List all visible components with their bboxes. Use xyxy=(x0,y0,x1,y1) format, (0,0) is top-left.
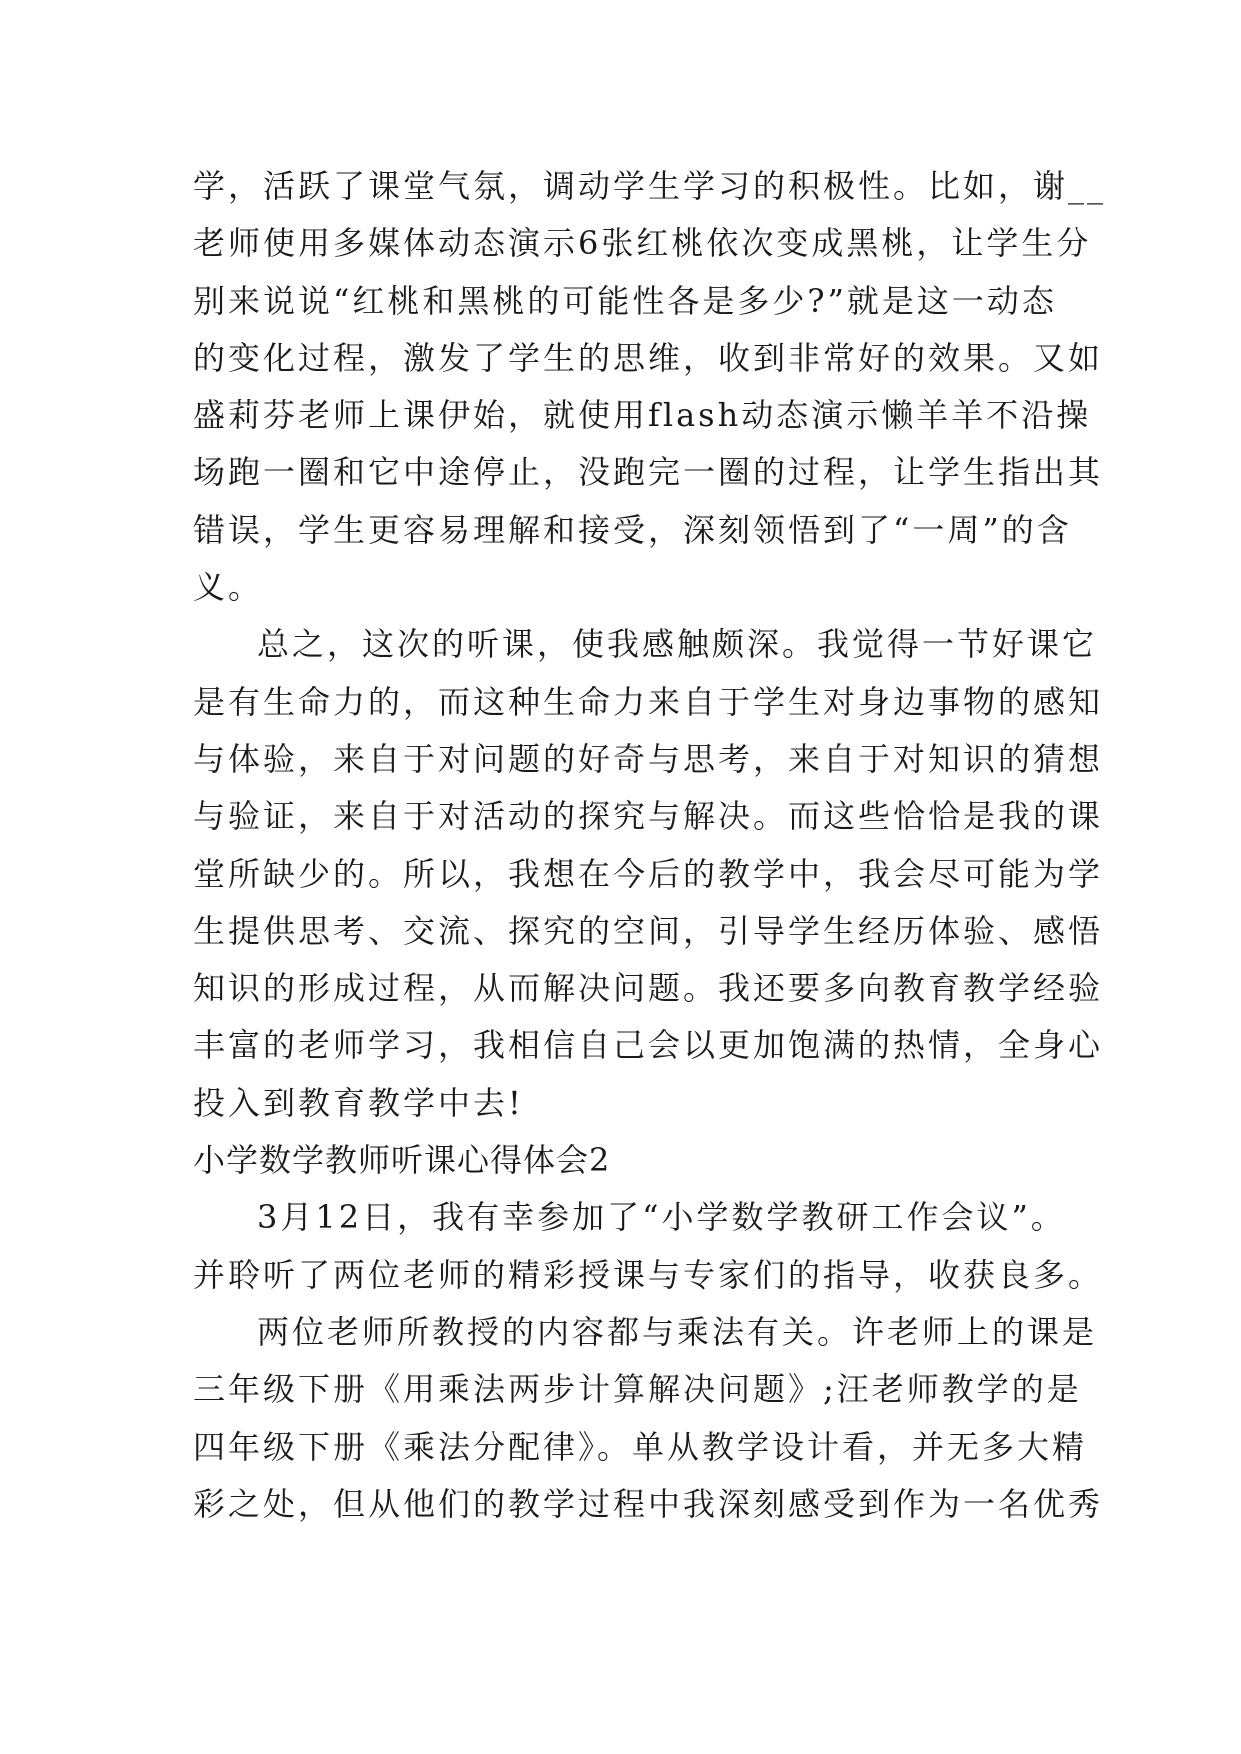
text-line: 是有生命力的，而这种生命力来自于学生对身边事物的感知 xyxy=(193,682,1104,721)
text-line: 堂所缺少的。所以，我想在今后的教学中，我会尽可能为学 xyxy=(193,854,1104,893)
document-body xyxy=(193,158,1107,1533)
paragraph-start-line: 3月12日，我有幸参加了“小学数学教研工作会议”。 xyxy=(257,1198,1066,1237)
text-line: 四年级下册《乘法分配律》。单从教学设计看，并无多大精 xyxy=(193,1427,1088,1466)
text-line: 错误，学生更容易理解和接受，深刻领悟到了“一周”的含 xyxy=(193,510,1072,549)
paragraph-start-line: 总之，这次的听课，使我感触颇深。我觉得一节好课它 xyxy=(257,625,1098,664)
text-line: 老师使用多媒体动态演示6张红桃依次变成黑桃，让学生分 xyxy=(193,224,1092,263)
text-line: 三年级下册《用乘法两步计算解决问题》;汪老师教学的是 xyxy=(193,1370,1082,1409)
paragraph-start-line: 两位老师所教授的内容都与乘法有关。许老师上的课是 xyxy=(257,1312,1098,1351)
text-line: 彩之处，但从他们的教学过程中我深刻感受到作为一名优秀 xyxy=(193,1484,1104,1523)
text-line: 盛莉芬老师上课伊始，就使用flash动态演示懒羊羊不沿操 xyxy=(193,396,1092,435)
text-line: 并聆听了两位老师的精彩授课与专家们的指导，收获良多。 xyxy=(193,1255,1104,1294)
text-line: 学，活跃了课堂气氛，调动学生学习的积极性。比如，谢__ xyxy=(193,167,1107,205)
text-line: 的变化过程，激发了学生的思维，收到非常好的效果。又如 xyxy=(193,338,1104,377)
text-line: 义。 xyxy=(193,568,264,607)
text-line: 投入到教育教学中去! xyxy=(193,1083,524,1122)
text-line: 生提供思考、交流、探究的空间，引导学生经历体验、感悟 xyxy=(193,911,1104,950)
text-line: 知识的形成过程，从而解决问题。我还要多向教育教学经验 xyxy=(193,969,1104,1008)
section-heading: 小学数学教师听课心得体会2 xyxy=(193,1141,611,1180)
text-line: 场跑一圈和它中途停止，没跑完一圈的过程，让学生指出其 xyxy=(193,453,1104,492)
text-line: 别来说说“红桃和黑桃的可能性各是多少?”就是这一动态 xyxy=(193,281,1057,320)
text-line: 与体验，来自于对问题的好奇与思考，来自于对知识的猜想 xyxy=(193,739,1104,778)
text-line: 丰富的老师学习，我相信自己会以更加饱满的热情，全身心 xyxy=(193,1026,1104,1065)
text-line: 与验证，来自于对活动的探究与解决。而这些恰恰是我的课 xyxy=(193,797,1104,836)
